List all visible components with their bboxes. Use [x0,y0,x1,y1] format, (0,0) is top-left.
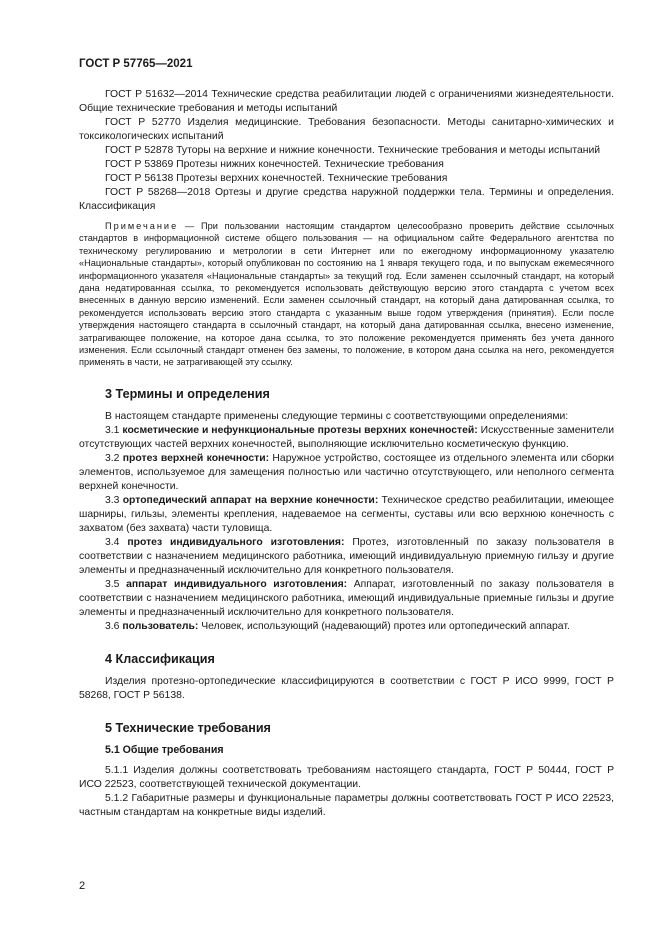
classification-text: Изделия протезно-ортопедические классифицируются в соответствии с ГОСТ Р ИСО 9999, ГОСТ Р 58268, ГОСТ Р 56138. [79,675,614,701]
term-entry [79,494,614,536]
term-definition: Человек, использующий (надевающий) протез или ортопедический аппарат. [201,620,570,632]
subsection-heading: 5.1 Общие требования [105,743,224,756]
section-heading: 5 Технические требования [105,720,271,735]
section-heading: 4 Классификация [105,651,215,666]
term-definition: Аппарат, изготовленный по заказу пользователя в соответствии с назначением медицинского работника, имеющий индивидуальные приемные гильзы и другие элементы и предназначенный исключительно для конкретного пользователя. [79,578,615,618]
section-intro: В настоящем стандарте применены следующие термины с соответствующими определениями: [105,410,569,422]
term-entry [79,620,614,634]
term-entry [79,578,614,620]
term-number: 3.3 [105,494,120,506]
term-number: 3.2 [105,452,120,464]
term-entry [79,536,614,578]
term-name: аппарат индивидуального изготовления: [126,578,348,590]
term-number: 3.1 [105,424,120,436]
reference-item: ГОСТ Р 53869 Протезы нижних конечностей. Технические требования [105,159,444,170]
requirement-paragraph: 5.1.2 Габаритные размеры и функциональные параметры должны соответствовать ГОСТ Р ИСО 22523, частным стандартам на конкретные виды изделий. [79,792,614,818]
reference-item: ГОСТ Р 52770 Изделия медицинские. Требования безопасности. Методы санитарно-химических и токсикологических испытаний [79,117,614,142]
requirement-paragraph: 5.1.1 Изделия должны соответствовать требованиям настоящего стандарта, ГОСТ Р 50444, ГОСТ Р ИСО 22523, соответствующей технической документации. [79,764,614,790]
page-number: 2 [79,880,86,892]
term-name: косметические и нефункциональные протезы верхних конечностей: [122,424,478,436]
term-definition: Протез, изготовленный по заказу пользователя в соответствии с назначением медицинского работника, имеющий индивидуальную приемную гильзу и другие элементы и предназначенный исключительно для конкретного пользователя. [79,536,615,576]
term-name: протез индивидуального изготовления: [127,536,345,548]
term-name: протез верхней конечности: [122,452,270,464]
page-content [79,88,614,820]
reference-item: ГОСТ Р 58268—2018 Ортезы и другие средства наружной поддержки тела. Термины и определения. Классификация [79,187,614,212]
term-number: 3.6 [105,620,120,632]
term-definition: Наружное устройство, состоящее из отдельного элемента или сборки элементов, используемое для замещения полностью или частично отсутствующего, или неполного сегмента верхней конечности. [79,452,614,492]
reference-item: ГОСТ Р 52878 Туторы на верхние и нижние конечности. Технические требования и методы испытаний [105,145,601,156]
term-entry [79,424,614,452]
term-number: 3.4 [105,536,120,548]
note-text: — При пользовании настоящим стандартом целесообразно проверить действие ссылочных стандартов в информационной системе общего пользования — на официальном сайте Федерального агентства по техническому регулированию и метрологии в сети Интернет или по ежегодному информационному указателю «Национальные стандарты», который опубликован по состоянию на 1 января текущего года, и по выпускам ежемесячного информационного указателя «Национальные стандарты» за текущий год. Если заменен ссылочный стандарт, на который дана недатированная ссылка, то рекомендуется использовать действующую версию этого стандарта с учетом всех внесенных в данную версию изменений. Если заменен ссылочный стандарт, на который дана датированная ссылка, то рекомендуется использовать версию этого стандарта с указанным выше годом утверждения (принятия). Если после утверждения настоящего стандарта в ссылочный стандарт, на который дана датированная ссылка, внесено изменение, затрагивающее положение, на которое дана ссылка, то это положение рекомендуется применять без учета данного изменения. Если ссылочный стандарт отменен без замены, то положение, в котором дана ссылка на него, рекомендуется применять в части, не затрагивающей эту ссылку. [79,221,614,368]
term-entry [79,452,614,494]
term-definition: Искусственные заменители отсутствующих частей верхних конечностей, выполняющие исключительно косметическую функцию. [79,424,615,450]
term-number: 3.5 [105,578,120,590]
reference-item: ГОСТ Р 51632—2014 Технические средства реабилитации людей с ограничениями жизнедеятельности. Общие технические требования и методы испытаний [79,89,614,114]
note-label: Примечание [105,221,179,231]
document-header: ГОСТ Р 57765—2021 [79,58,193,70]
note-block [79,220,614,369]
section-heading: 3 Термины и определения [105,386,270,401]
references-list [79,88,614,214]
term-name: пользователь: [122,620,199,632]
term-name: ортопедический аппарат на верхние конечности: [122,494,379,506]
reference-item: ГОСТ Р 56138 Протезы верхних конечностей. Технические требования [105,173,448,184]
term-definition: Техническое средство реабилитации, имеющее шарниры, гильзы, элементы крепления, надеваемое на сегменты, суставы или всю верхнюю конечность с захватом (без захвата) части туловища. [79,494,614,534]
